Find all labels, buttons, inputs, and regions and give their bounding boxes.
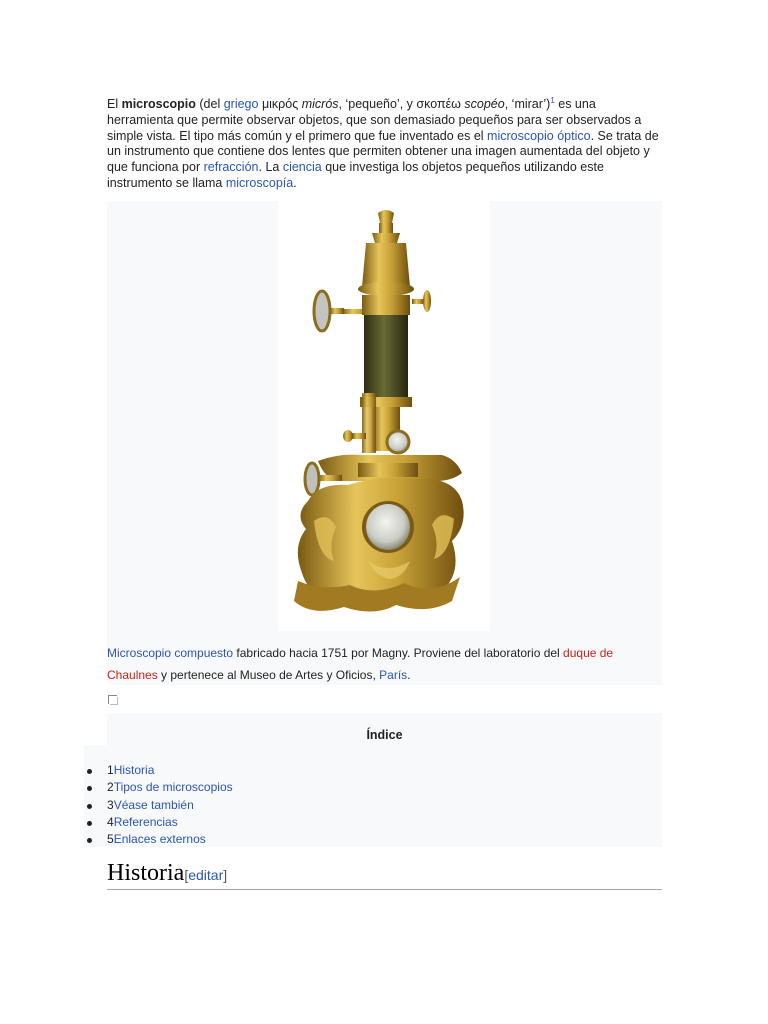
bullet-icon	[87, 769, 92, 774]
link-microscopia[interactable]: microscopía	[225, 175, 294, 190]
intro-text: .	[293, 175, 297, 190]
caption-text: fabricado hacia 1751 por Magny. Proviene del laboratorio del	[233, 646, 564, 660]
caption-text: .	[407, 668, 411, 682]
enlarge-icon	[108, 695, 117, 704]
toc-item-enlaces[interactable]	[0, 831, 233, 848]
intro-paragraph	[107, 97, 663, 192]
toc-link[interactable]: Historia	[113, 763, 155, 777]
edit-section	[184, 867, 227, 883]
transliteration-micros: micrós	[301, 97, 339, 111]
intro-text: que investiga los objetos pequeños utilizando este instrumento se llama	[107, 160, 604, 190]
link-duque-de-chaulnes[interactable]: duque de Chaulnes	[107, 646, 614, 682]
intro-text: , ‘mirar’)	[504, 97, 551, 111]
edit-link[interactable]: editar	[188, 867, 224, 883]
intro-text: (del	[195, 97, 224, 111]
toc-link[interactable]: Tipos de microscopios	[113, 780, 233, 795]
toc-item-vease[interactable]	[0, 797, 233, 814]
toc-link[interactable]: Referencias	[113, 814, 178, 829]
toc-link[interactable]: Enlaces externos	[113, 832, 206, 847]
edit-bracket-close: ]	[223, 867, 228, 883]
toc-title: Índice	[366, 728, 403, 742]
toc-number: 5	[107, 832, 114, 847]
link-refraccion[interactable]: refracción	[203, 160, 259, 175]
caption-text: y pertenece al Museo de Artes y Oficios,	[157, 668, 380, 682]
intro-text: . Se trata de un instrumento que contiene dos lentes que permiten obtener una imagen aumentada del objeto y que funciona por	[107, 128, 659, 175]
link-paris[interactable]: París	[379, 668, 408, 682]
toc-item-tipos[interactable]	[0, 779, 233, 796]
link-griego[interactable]: griego	[223, 97, 259, 111]
toc-number: 3	[107, 797, 114, 812]
intro-text: es una herramienta que permite observar objetos, que son demasiado pequeños para ser observados a simple vista. El tipo más común y el primero que fue inventado es el	[107, 97, 642, 143]
term-microscopio: microscopio	[121, 97, 196, 111]
bullet-icon	[87, 804, 92, 809]
toc-number: 1	[107, 763, 114, 777]
microscope-image[interactable]	[278, 201, 490, 631]
microscope-illustration	[278, 201, 490, 631]
edit-bracket-open: [	[184, 867, 189, 883]
bullet-icon	[87, 786, 92, 791]
bullet-icon	[87, 821, 92, 826]
reference-1[interactable]: 1	[550, 95, 555, 105]
toc-number: 4	[107, 814, 114, 829]
toc-item-historia[interactable]	[0, 762, 233, 779]
toc-link[interactable]: Véase también	[113, 797, 194, 812]
intro-text: μικρός	[258, 97, 302, 111]
toc-number: 2	[107, 780, 114, 795]
intro-text: El	[107, 97, 122, 111]
link-ciencia[interactable]: ciencia	[282, 160, 322, 175]
link-microscopio-compuesto[interactable]: Microscopio compuesto	[107, 646, 234, 660]
transliteration-scopeo: scopéo	[464, 97, 505, 111]
section-title: Historia	[107, 860, 185, 886]
section-heading-historia	[107, 858, 662, 890]
intro-text: , ‘pequeño’, y σκοπέω	[338, 97, 465, 111]
figure-caption	[107, 642, 627, 686]
intro-text: . La	[258, 160, 283, 175]
link-microscopio-optico[interactable]: microscopio óptico	[487, 128, 591, 143]
toc-item-referencias[interactable]	[0, 814, 233, 831]
bullet-icon	[87, 838, 92, 843]
toc-list	[0, 762, 233, 848]
